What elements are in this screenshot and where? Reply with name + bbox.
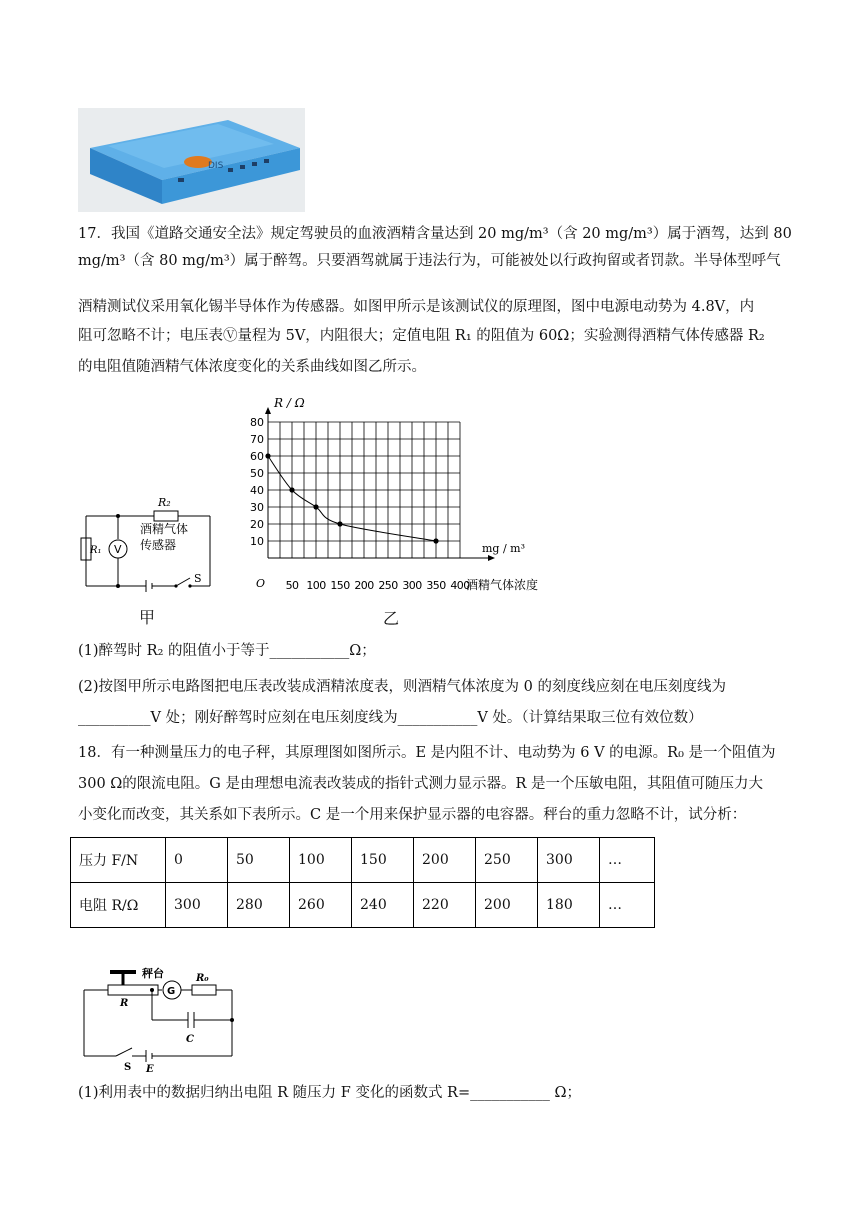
table-cell: … xyxy=(600,883,655,928)
x-tick-label: 350 xyxy=(426,579,446,592)
table-row-label: 压力 F/N xyxy=(71,838,166,883)
y-axis-label: R / Ω xyxy=(274,396,305,410)
table-cell: 150 xyxy=(352,838,414,883)
table-cell: 240 xyxy=(352,883,414,928)
r1-label: R₁ xyxy=(90,545,102,556)
x-tick-label: 50 xyxy=(285,579,299,592)
q17-line-4: 阻可忽略不计；电压表Ⓥ量程为 5V，内阻很大；定值电阻 R₁ 的阻值为 60Ω；实验测得酒精气体传感器 R₂ xyxy=(78,328,765,344)
q17-line-1: 17．我国《道路交通安全法》规定驾驶员的血液酒精含量达到 20 mg/m³（含 20 mg/m³）属于酒驾，达到 80 xyxy=(78,226,792,242)
q17-line-5: 的电阻值随酒精气体浓度变化的关系曲线如图乙所示。 xyxy=(78,359,426,375)
q18-line-1: 18．有一种测量压力的电子秤，其原理图如图所示。E 是内阻不计、电动势为 6 V 的电源。R₀ 是一个阻值为 xyxy=(78,745,776,761)
dis-device-photo xyxy=(78,108,305,212)
sensor-label-1: 酒精气体 xyxy=(140,522,189,536)
pressure-resistance-table xyxy=(70,837,655,928)
y-tick-label: 80 xyxy=(250,416,264,429)
data-point xyxy=(289,487,294,492)
q17-line-2: mg/m³（含 80 mg/m³）属于醉驾。只要酒驾就属于违法行为，可能被处以行政拘留或者罚款。半导体型呼气 xyxy=(78,253,781,269)
voltmeter-label: V xyxy=(114,543,122,556)
y-tick-label: 20 xyxy=(250,518,264,531)
x-tick-label: 400 xyxy=(450,579,470,592)
circuit-jia-diagram xyxy=(78,490,228,594)
table-cell: 260 xyxy=(290,883,352,928)
table-row-label: 电阻 R/Ω xyxy=(71,883,166,928)
x-tick-label: 200 xyxy=(354,579,374,592)
data-point xyxy=(433,538,438,543)
s-label: S xyxy=(124,1062,132,1073)
table-cell: 220 xyxy=(414,883,476,928)
x-tick-label: 100 xyxy=(306,579,326,592)
electronic-scale-circuit xyxy=(80,964,250,1076)
data-point xyxy=(265,453,270,458)
x-tick-label: 300 xyxy=(402,579,422,592)
c-label: C xyxy=(186,1034,194,1045)
origin-label: O xyxy=(256,577,266,590)
table-cell: 50 xyxy=(228,838,290,883)
table-cell: 300 xyxy=(538,838,600,883)
platform-label: 秤台 xyxy=(142,967,164,980)
table-cell: 280 xyxy=(228,883,290,928)
q17-sub-2b: __________V 处；刚好醉驾时应刻在电压刻度线为___________V 处。（计算结果取三位有效位数） xyxy=(78,710,703,726)
figure-jia-caption: 甲 xyxy=(139,608,156,627)
figure-yi-caption: 乙 xyxy=(383,609,400,628)
x-tick-label: 250 xyxy=(378,579,398,592)
data-point xyxy=(337,521,342,526)
table-cell: 180 xyxy=(538,883,600,928)
q18-line-2: 300 Ω的限流电阻。G 是由理想电流表改装成的指针式测力显示器。R 是一个压敏电阻，其阻值可随压力大 xyxy=(78,776,764,792)
table-cell: 250 xyxy=(476,838,538,883)
r2-label: R₂ xyxy=(158,496,171,509)
table-row-pressure xyxy=(71,838,655,883)
resistance-concentration-chart xyxy=(244,392,564,602)
table-cell: 300 xyxy=(166,883,228,928)
q18-sub-1: (1)利用表中的数据归纳出电阻 R 随压力 F 变化的函数式 R=___________ Ω； xyxy=(78,1085,582,1101)
table-cell: 0 xyxy=(166,838,228,883)
table-row-resistance xyxy=(71,883,655,928)
switch-label: S xyxy=(194,572,202,585)
y-tick-label: 40 xyxy=(250,484,264,497)
data-point xyxy=(313,504,318,509)
r0-label: R₀ xyxy=(196,973,209,984)
table-cell: … xyxy=(600,838,655,883)
r-label: R xyxy=(120,998,129,1009)
y-tick-label: 60 xyxy=(250,450,264,463)
table-cell: 200 xyxy=(476,883,538,928)
x-tick-label: 150 xyxy=(330,579,350,592)
x-axis-label: 酒精气体浓度 xyxy=(466,578,539,592)
y-tick-label: 10 xyxy=(250,535,264,548)
x-axis-arrow xyxy=(488,555,495,561)
x-axis-unit: mg / m³ xyxy=(482,542,526,555)
y-axis-arrow xyxy=(265,407,271,414)
g-label: G xyxy=(167,986,176,997)
q17-line-3: 酒精测试仪采用氧化锡半导体作为传感器。如图甲所示是该测试仪的原理图，图中电源电动势为 4.8V，内 xyxy=(78,299,755,315)
svg-text:DIS: DIS xyxy=(208,161,224,171)
table-cell: 200 xyxy=(414,838,476,883)
y-tick-label: 50 xyxy=(250,467,264,480)
q17-sub-1: (1)醉驾时 R₂ 的阻值小于等于___________Ω； xyxy=(78,643,376,659)
table-cell: 100 xyxy=(290,838,352,883)
y-tick-label: 70 xyxy=(250,433,264,446)
q18-line-3: 小变化而改变，其关系如下表所示。C 是一个用来保护显示器的电容器。秤台的重力忽略不计，试分析： xyxy=(78,807,747,823)
sensor-label-2: 传感器 xyxy=(140,538,177,552)
q17-sub-2a: (2)按图甲所示电路图把电压表改装成酒精浓度表，则酒精气体浓度为 0 的刻度线应刻在电压刻度线为 xyxy=(78,679,726,695)
e-label: E xyxy=(146,1064,154,1075)
y-tick-label: 30 xyxy=(250,501,264,514)
